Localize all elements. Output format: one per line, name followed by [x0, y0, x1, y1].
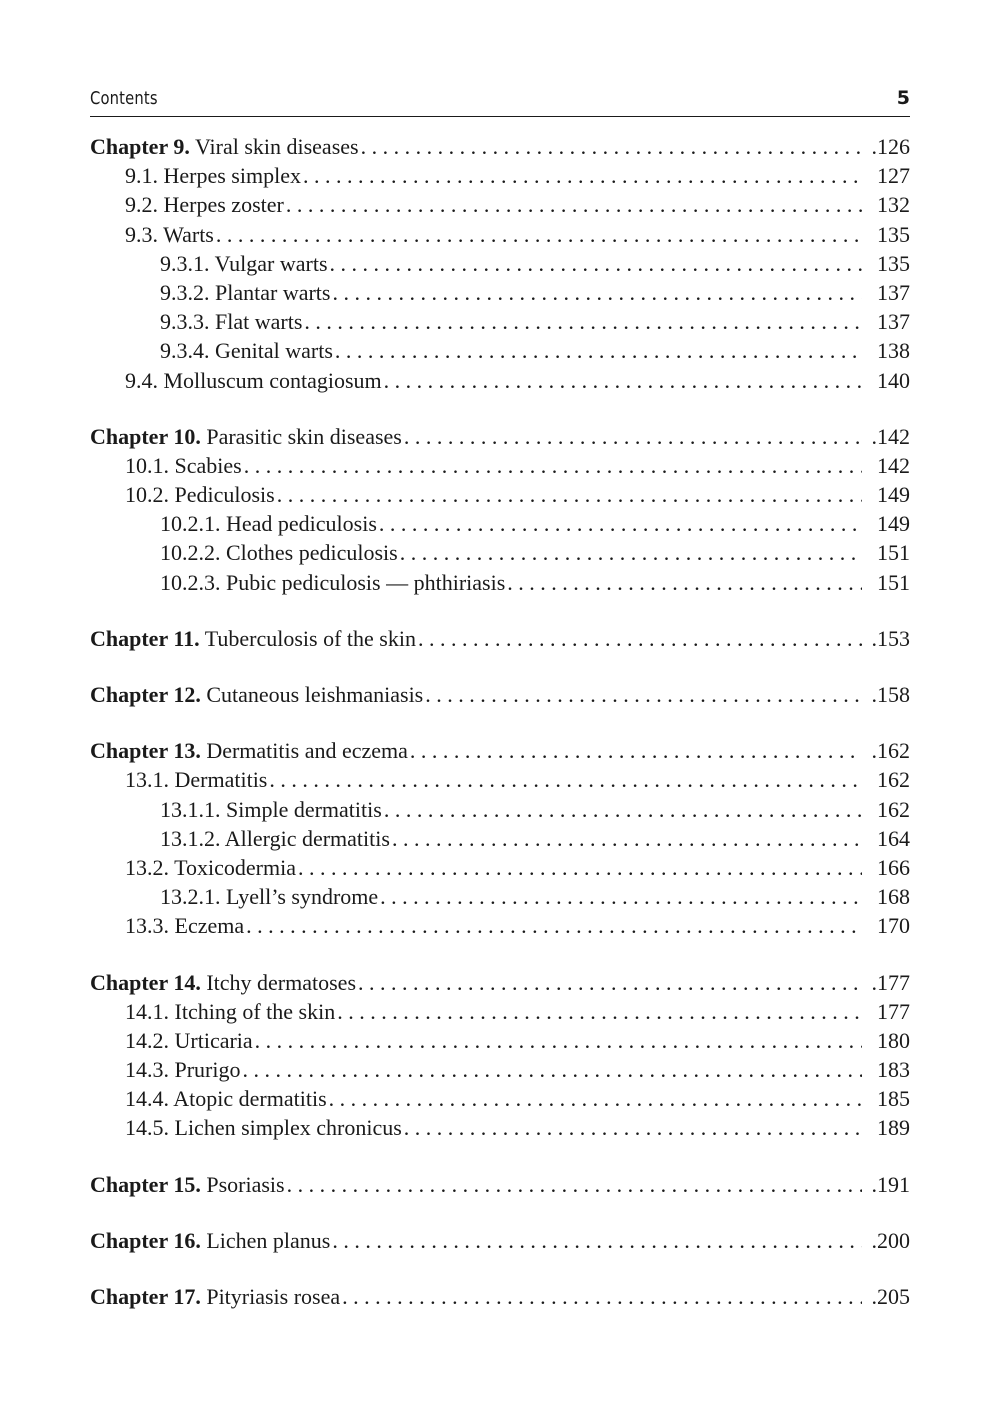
toc-subsection-entry[interactable] — [90, 278, 910, 307]
toc-section-entry[interactable] — [90, 220, 910, 249]
chapter-name: Tuberculosis of the skin — [204, 625, 416, 651]
entry-page-number: 170 — [877, 913, 910, 939]
entry-page-number: 185 — [877, 1086, 910, 1112]
entry-page-number: 142 — [877, 452, 910, 478]
dot-leader — [277, 480, 862, 509]
entry-page-number: 149 — [877, 482, 910, 508]
chapter-page-number: .177 — [871, 969, 910, 995]
entry-title: 9.3.1. Vulgar warts — [160, 250, 328, 276]
dot-leader — [384, 366, 862, 395]
entry-page-number: 166 — [877, 854, 910, 880]
table-of-contents — [90, 132, 910, 1338]
dot-leader — [286, 190, 862, 219]
chapter-label: Chapter 16. — [90, 1227, 201, 1253]
toc-subsection-entry[interactable] — [90, 307, 910, 336]
entry-title: 9.1. Herpes simplex — [125, 163, 301, 189]
entry-title: 10.2.2. Clothes pediculosis — [160, 540, 398, 566]
chapter-block — [90, 624, 910, 653]
entry-title: 13.1.2. Allergic dermatitis — [160, 825, 390, 851]
chapter-block — [90, 1226, 910, 1255]
dot-leader — [418, 624, 862, 653]
entry-page-number: 151 — [877, 540, 910, 566]
toc-chapter-entry[interactable] — [90, 422, 910, 451]
chapter-page-number: .142 — [871, 423, 910, 449]
entry-page-number: 137 — [877, 309, 910, 335]
dot-leader — [303, 161, 862, 190]
chapter-name: Viral skin diseases — [194, 134, 359, 159]
entry-title: 14.4. Atopic dermatitis — [125, 1086, 327, 1112]
entry-page-number: 135 — [877, 221, 910, 247]
toc-section-entry[interactable] — [90, 451, 910, 480]
chapter-label: Chapter 17. — [90, 1284, 201, 1309]
toc-chapter-entry[interactable] — [90, 624, 910, 653]
dot-leader — [246, 911, 862, 940]
dot-leader — [342, 1282, 862, 1311]
dot-leader — [337, 997, 862, 1026]
chapter-page-number: .162 — [871, 738, 910, 764]
entry-title: 13.2.1. Lyell’s syndrome — [160, 884, 379, 910]
entry-title: 10.2.1. Head pediculosis — [160, 511, 377, 537]
entry-page-number: 177 — [877, 998, 910, 1024]
toc-section-entry[interactable] — [90, 765, 910, 794]
chapter-label: Chapter 11. — [90, 625, 200, 651]
chapter-block — [90, 968, 910, 1143]
dot-leader — [330, 249, 862, 278]
entry-page-number: 138 — [877, 338, 910, 364]
dot-leader — [404, 1113, 862, 1142]
chapter-page-number: .153 — [871, 625, 910, 651]
toc-subsection-entry[interactable] — [90, 795, 910, 824]
chapter-page-number: .205 — [871, 1284, 910, 1309]
dot-leader — [287, 1170, 862, 1199]
entry-page-number: 127 — [877, 163, 910, 189]
toc-section-entry[interactable] — [90, 366, 910, 395]
chapter-title — [90, 422, 402, 451]
chapter-page-number: .126 — [871, 134, 910, 159]
dot-leader — [243, 1055, 863, 1084]
entry-title: 10.2. Pediculosis — [125, 482, 275, 508]
dot-leader — [410, 736, 862, 765]
toc-section-entry[interactable] — [90, 190, 910, 219]
toc-section-entry[interactable] — [90, 1113, 910, 1142]
toc-chapter-entry[interactable] — [90, 1170, 910, 1199]
chapter-name: Parasitic skin diseases — [206, 423, 402, 449]
entry-title: 10.2.3. Pubic pediculosis — phthiriasis — [160, 569, 506, 595]
entry-title: 13.3. Eczema — [125, 913, 245, 939]
toc-subsection-entry[interactable] — [90, 882, 910, 911]
entry-page-number: 137 — [877, 279, 910, 305]
entry-page-number: 135 — [877, 250, 910, 276]
chapter-block — [90, 736, 910, 940]
dot-leader — [332, 1226, 862, 1255]
toc-subsection-entry[interactable] — [90, 249, 910, 278]
toc-section-entry[interactable] — [90, 911, 910, 940]
dot-leader — [298, 853, 862, 882]
toc-chapter-entry[interactable] — [90, 680, 910, 709]
entry-title: 9.4. Molluscum contagiosum — [125, 367, 382, 393]
entry-page-number: 140 — [877, 367, 910, 393]
entry-title: 9.3.3. Flat warts — [160, 309, 303, 335]
chapter-label: Chapter 9. — [90, 134, 190, 159]
chapter-title — [90, 1170, 285, 1199]
entry-page-number: 189 — [877, 1115, 910, 1141]
chapter-name: Psoriasis — [206, 1171, 285, 1197]
toc-subsection-entry[interactable] — [90, 336, 910, 365]
entry-page-number: 132 — [877, 192, 910, 218]
dot-leader — [216, 220, 862, 249]
toc-chapter-entry[interactable] — [90, 1282, 910, 1311]
entry-title: 9.3.4. Genital warts — [160, 338, 333, 364]
toc-section-entry[interactable] — [90, 853, 910, 882]
dot-leader — [404, 422, 862, 451]
chapter-block — [90, 422, 910, 597]
entry-title: 10.1. Scabies — [125, 452, 242, 478]
toc-chapter-entry[interactable] — [90, 736, 910, 765]
entry-page-number: 162 — [877, 767, 910, 793]
chapter-name: Lichen planus — [206, 1227, 331, 1253]
dot-leader — [335, 336, 862, 365]
chapter-title — [90, 132, 359, 161]
toc-subsection-entry[interactable] — [90, 538, 910, 567]
chapter-page-number: .191 — [871, 1171, 910, 1197]
chapter-label: Chapter 12. — [90, 682, 201, 707]
dot-leader — [304, 307, 862, 336]
entry-title: 14.1. Itching of the skin — [125, 998, 336, 1024]
entry-title: 9.2. Herpes zoster — [125, 192, 284, 218]
chapter-name: Cutaneous leishmaniasis — [206, 682, 424, 707]
toc-section-entry[interactable] — [90, 161, 910, 190]
toc-section-entry[interactable] — [90, 1084, 910, 1113]
entry-page-number: 183 — [877, 1057, 910, 1083]
toc-chapter-entry[interactable] — [90, 132, 910, 161]
entry-page-number: 164 — [877, 825, 910, 851]
chapter-title — [90, 968, 356, 997]
entry-page-number: 168 — [877, 884, 910, 910]
chapter-title — [90, 624, 416, 653]
toc-section-entry[interactable] — [90, 1026, 910, 1055]
chapter-title — [90, 680, 423, 709]
dot-leader — [244, 451, 862, 480]
chapter-name: Dermatitis and eczema — [206, 738, 408, 764]
chapter-name: Itchy dermatoses — [206, 969, 356, 995]
entry-page-number: 162 — [877, 796, 910, 822]
chapter-title — [90, 736, 408, 765]
toc-section-entry[interactable] — [90, 480, 910, 509]
dot-leader — [379, 509, 862, 538]
page-header — [90, 86, 910, 117]
toc-section-entry[interactable] — [90, 1055, 910, 1084]
chapter-label: Chapter 14. — [90, 969, 201, 995]
entry-page-number: 180 — [877, 1027, 910, 1053]
entry-title: 14.5. Lichen simplex chronicus — [125, 1115, 402, 1141]
chapter-page-number: .158 — [871, 682, 910, 707]
dot-leader — [329, 1084, 862, 1113]
dot-leader — [255, 1026, 862, 1055]
chapter-title — [90, 1282, 340, 1311]
toc-subsection-entry[interactable] — [90, 509, 910, 538]
chapter-label: Chapter 10. — [90, 423, 201, 449]
chapter-block — [90, 1282, 910, 1311]
entry-page-number: 151 — [877, 569, 910, 595]
entry-title: 13.1.1. Simple dermatitis — [160, 796, 382, 822]
chapter-title — [90, 1226, 330, 1255]
dot-leader — [380, 882, 862, 911]
toc-subsection-entry[interactable] — [90, 824, 910, 853]
entry-page-number: 149 — [877, 511, 910, 537]
chapter-label: Chapter 15. — [90, 1171, 201, 1197]
chapter-name: Pityriasis rosea — [206, 1284, 341, 1309]
dot-leader — [507, 568, 862, 597]
chapter-page-number: .200 — [871, 1227, 910, 1253]
dot-leader — [358, 968, 862, 997]
page-number: 5 — [896, 87, 910, 109]
toc-chapter-entry[interactable] — [90, 968, 910, 997]
entry-title: 14.2. Urticaria — [125, 1027, 253, 1053]
entry-title: 9.3.2. Plantar warts — [160, 279, 331, 305]
dot-leader — [392, 824, 862, 853]
chapter-block — [90, 1170, 910, 1199]
entry-title: 9.3. Warts — [125, 221, 214, 247]
chapter-block — [90, 132, 910, 395]
dot-leader — [400, 538, 862, 567]
dot-leader — [361, 132, 862, 161]
entry-title: 14.3. Prurigo — [125, 1057, 241, 1083]
running-header-title: Contents — [90, 88, 158, 109]
dot-leader — [269, 765, 862, 794]
toc-section-entry[interactable] — [90, 997, 910, 1026]
chapter-block — [90, 680, 910, 709]
toc-chapter-entry[interactable] — [90, 1226, 910, 1255]
chapter-label: Chapter 13. — [90, 738, 201, 764]
toc-subsection-entry[interactable] — [90, 568, 910, 597]
entry-title: 13.2. Toxicodermia — [125, 854, 296, 880]
dot-leader — [425, 680, 862, 709]
dot-leader — [384, 795, 862, 824]
entry-title: 13.1. Dermatitis — [125, 767, 268, 793]
dot-leader — [332, 278, 862, 307]
